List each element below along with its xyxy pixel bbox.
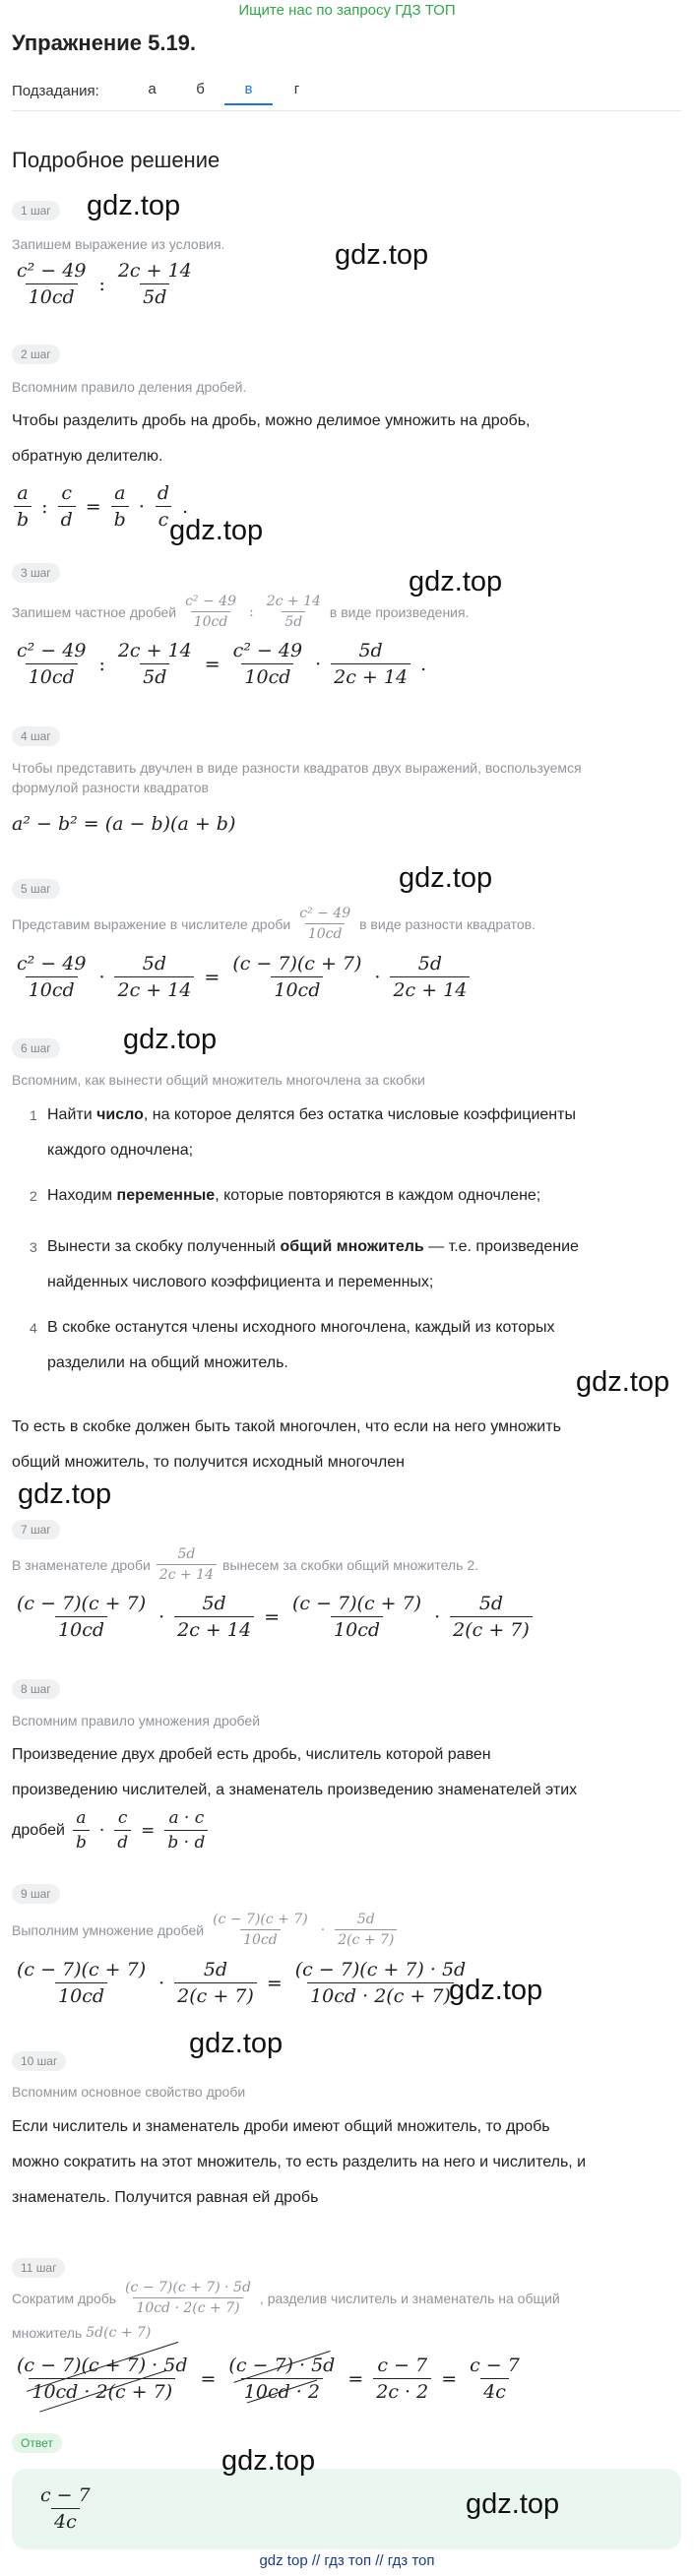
watermark: gdz.top [399,862,493,894]
step-text: формулой разности квадратов [12,780,209,795]
subtask-tabs [128,81,321,105]
paragraph: знаменатель. Получится равная ей дробь [12,2189,319,2206]
formula-line: дробей $\frac{a}{b}$ · $\frac{c}{d}$ = $\frac{a \cdot c}{b \cdot d}$ [12,1808,210,1853]
step-text: Чтобы представить двучлен в виде разности квадратов двух выражений, воспользуемся [12,760,582,776]
paragraph: можно сократить на этот множитель, то есть разделить на него и числитель, и [12,2154,587,2170]
step-text: Представим выражение в числителе дроби $\frac{\text{c² − 49}}{10cd}$ в виде разности квадратов. [12,906,536,942]
watermark: gdz.top [189,2028,284,2059]
step-badge: 5 шаг [12,879,60,899]
paragraph: То есть в скобке должен быть такой многочлен, что если на него умножить [12,1418,561,1435]
watermark: gdz.top [18,1478,112,1510]
subtab-v[interactable]: в [224,81,273,105]
subtab-a[interactable]: а [148,81,157,97]
exercise-title: Упражнение 5.19. [12,31,197,55]
watermark: gdz.top [335,239,429,271]
watermark: gdz.top [221,2445,316,2477]
watermark: gdz.top [449,1975,543,2006]
subtasks-label: Подзадания: [12,83,99,99]
step-text: В знаменателе дроби $\frac{5d}{2c + 14}$ вынесем за скобки общий множитель 2. [12,1546,479,1583]
watermark: gdz.top [466,2488,560,2520]
math-expression: $\frac{\text{c² − 49}}{10cd}$ : $\frac{2c + 14}{5d}$ = $\frac{\text{c² − 49}}{10cd}$ · $\frac{5d}{2c + 14}$ . [17,640,427,688]
step-badge: 11 шаг [12,2258,65,2278]
step-text: Вспомним основное свойство дроби [12,2084,246,2100]
answer-box [12,2469,681,2549]
step-badge: 8 шаг [12,1679,60,1699]
math-expression: $\frac{a}{b}$ : $\frac{c}{d}$ = $\frac{a}{b}$ · $\frac{d}{c}$ . [12,482,191,531]
answer-badge: Ответ [12,2433,62,2453]
math-expression: $\frac{\text{c² − 49}}{10cd}$ : $\frac{2c + 14}{5d}$ [17,260,192,308]
step-text: Сократим дробь $\frac{(c - 7)(c + 7) \cdot 5d}{10cd \cdot 2(c + 7)}$ , разделив числитель и знаменатель на общий [12,2280,560,2316]
paragraph: Произведение двух дробей есть дробь, числитель которой равен [12,1746,491,1763]
step-badge: 9 шаг [12,1884,60,1904]
math-formula: a² − b² = (a − b)(a + b) [12,813,236,835]
step-badge: 2 шаг [12,345,60,364]
footer-links[interactable]: gdz top // гдз топ // гдз топ [259,2552,435,2569]
step-badge: 6 шаг [12,1038,60,1058]
step-text: Вспомним, как вынести общий множитель многочлена за скобки [12,1072,425,1088]
paragraph: произведению числителей, а знаменатель произведению знаменателей этих [12,1782,578,1798]
paragraph: обратную делителю. [12,448,163,465]
step-text: Вспомним правило умножения дробей [12,1713,261,1728]
list-item: 1 Найти число, на которое делятся без остатка числовые коэффициенты каждого одночлена; [30,1106,576,1159]
step-text: Вспомним правило деления дробей. [12,379,247,395]
list-item: 2 Находим переменные, которые повторяются в каждом одночлене; [30,1187,541,1204]
paragraph: общий множитель, то получится исходный многочлен [12,1454,405,1471]
step-badge: 1 шаг [12,201,60,220]
top-banner: Ищите нас по запросу ГДЗ ТОП [238,2,456,19]
step-badge: 7 шаг [12,1520,60,1539]
math-expression: $\frac{(c - 7)(c + 7)}{10cd}$ · $\frac{5d}{2(c + 7)}$ = $\frac{(c - 7)(c + 7) \cdot 5d}{10cd \cdot 2(c + 7)}$ [17,1959,467,2007]
watermark: gdz.top [576,1366,670,1398]
paragraph: Если числитель и знаменатель дроби имеют общий множитель, то дробь [12,2118,550,2135]
watermark: gdz.top [409,566,503,597]
math-expression: $\frac{(c - 7)(c + 7)}{10cd}$ · $\frac{5d}{2c + 14}$ = $\frac{(c - 7)(c + 7)}{10cd}$ · $\frac{5d}{2(c + 7)}$ [12,1593,535,1641]
step-badge: 4 шаг [12,726,60,746]
watermark: gdz.top [169,515,264,546]
step-text: Запишем частное дробей $\frac{\text{c² − 49}}{10cd}$ : $\frac{2c + 14}{5d}$ в виде произведения. [12,594,470,630]
list-item: 3 Вынести за скобку полученный общий множитель — т.е. произведение найденных числового коэффициента и переменных; [30,1238,579,1290]
math-expression: $\frac{(c - 7)(c + 7) \cdot 5d}{10cd \cdot 2(c + 7)}$ = $\frac{(c - 7) \cdot 5d}{10cd \cdot 2}$ = $\frac{c - 7}{2c \cdot 2}$ = $\frac{c - 7}{4c}$ [12,2355,525,2403]
subtab-b[interactable]: б [196,81,205,97]
section-title: Подробное решение [12,148,221,172]
step-badge: 10 шаг [12,2051,66,2071]
paragraph: Чтобы разделить дробь на дробь, можно делимое умножить на дробь, [12,412,531,429]
list-item: 4 В скобке останутся члены исходного многочлена, каждый из которых разделили на общий множитель. [30,1319,555,1371]
math-expression: $\frac{\text{c² − 49}}{10cd}$ · $\frac{5d}{2c + 14}$ = $\frac{(c - 7)(c + 7)}{10cd}$ · $\frac{5d}{2c + 14}$ [12,953,472,1001]
step-text: Выполним умножение дробей $\frac{(c - 7)(c + 7)}{10cd}$ · $\frac{5d}{2(c + 7)}$ [12,1912,399,1948]
step-badge: 3 шаг [12,563,60,583]
watermark: gdz.top [87,190,181,221]
watermark: gdz.top [123,1024,218,1055]
answer-expression: $\frac{c - 7}{4c}$ [40,2484,91,2533]
subtab-g[interactable]: г [293,81,300,97]
step-text: Запишем выражение из условия. [12,236,225,252]
step-text: множитель 5d(c + 7) [12,2325,152,2341]
divider [12,110,681,111]
